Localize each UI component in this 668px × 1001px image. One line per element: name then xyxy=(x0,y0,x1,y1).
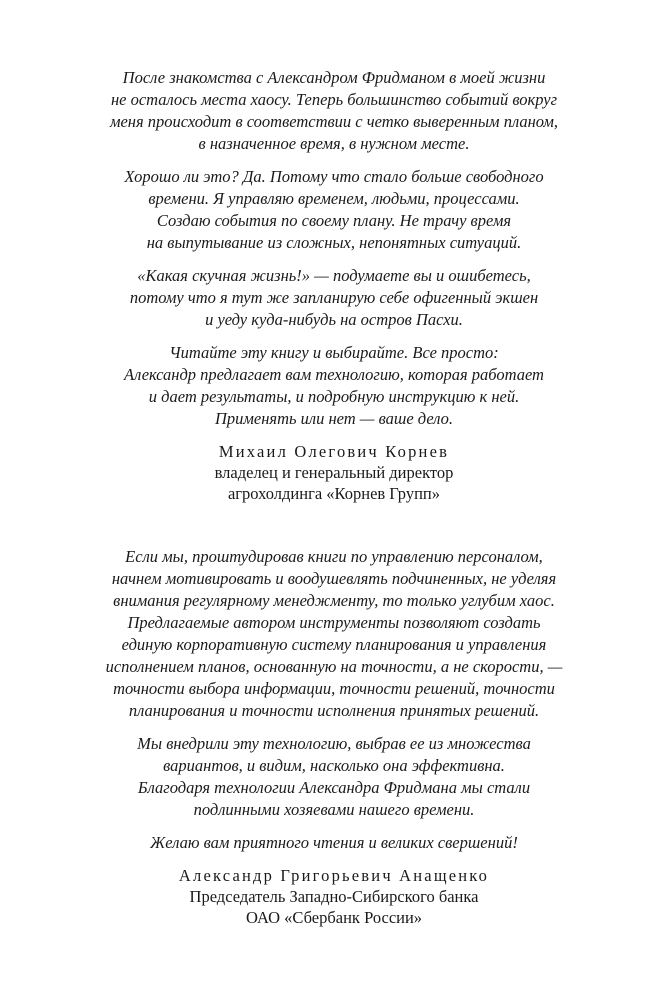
quote-paragraph xyxy=(0,546,668,722)
author-title: владелец и генеральный директор xyxy=(214,463,454,482)
text-line: вариантов, и видим, насколько она эффективна. xyxy=(163,756,505,775)
text-line: Мы внедрили эту технологию, выбрав ее из множества xyxy=(137,734,531,753)
testimonial-anashchenko xyxy=(0,546,668,928)
text-line: и дает результаты, и подробную инструкцию к ней. xyxy=(148,387,520,406)
text-line: Благодаря технологии Александра Фридмана мы стали xyxy=(137,778,531,797)
author-title: Председатель Западно-Сибирского банка xyxy=(189,887,479,906)
author-title: ОАО «Сбербанк России» xyxy=(245,908,423,927)
text-line: Желаю вам приятного чтения и великих свершений! xyxy=(150,833,518,852)
text-line: исполнением планов, основанную на точности, а не скорости, — xyxy=(105,657,563,676)
text-line: на выпутывание из сложных, непонятных ситуаций. xyxy=(146,233,522,252)
text-line: и уеду куда-нибудь на остров Пасхи. xyxy=(205,310,463,329)
signature xyxy=(0,865,668,928)
quote-paragraph xyxy=(0,166,668,254)
quote-paragraph xyxy=(0,832,668,854)
text-line: Применять или нет — ваше дело. xyxy=(214,409,454,428)
text-line: «Какая скучная жизнь!» — подумаете вы и ошибетесь, xyxy=(137,266,531,285)
text-line: единую корпоративную систему планирования и управления xyxy=(121,635,547,654)
text-line: Хорошо ли это? Да. Потому что стало больше свободного xyxy=(124,167,544,186)
text-line: потому что я тут же запланирую себе офигенный экшен xyxy=(129,288,539,307)
author-name: Михаил Олегович Корнев xyxy=(218,442,450,461)
text-line: времени. Я управляю временем, людьми, процессами. xyxy=(148,189,520,208)
text-line: Александр предлагает вам технологию, которая работает xyxy=(124,365,544,384)
quote-paragraph xyxy=(0,733,668,821)
text-line: в назначенное время, в нужном месте. xyxy=(198,134,470,153)
text-line: точности выбора информации, точности решений, точности xyxy=(113,679,555,698)
quote-paragraph xyxy=(0,342,668,430)
text-line: Если мы, проштудировав книги по управлению персоналом, xyxy=(125,547,543,566)
text-line: меня происходит в соответствии с четко выверенным планом, xyxy=(109,112,559,131)
quote-paragraph xyxy=(0,67,668,155)
testimonial-kornev xyxy=(0,67,668,504)
text-line: не осталось места хаосу. Теперь большинство событий вокруг xyxy=(110,90,558,109)
text-line: планирования и точности исполнения принятых решений. xyxy=(128,701,540,720)
signature xyxy=(0,441,668,504)
author-title: агрохолдинга «Корнев Групп» xyxy=(227,484,441,503)
text-line: внимания регулярному менеджменту, то только углубим хаос. xyxy=(113,591,555,610)
author-name: Александр Григорьевич Анащенко xyxy=(178,866,490,885)
quote-paragraph xyxy=(0,265,668,331)
text-line: Предлагаемые автором инструменты позволяют создать xyxy=(127,613,541,632)
text-line: Создаю события по своему плану. Не трачу время xyxy=(156,211,512,230)
text-line: начнем мотивировать и воодушевлять подчиненных, не уделяя xyxy=(111,569,557,588)
text-line: подлинными хозяевами нашего времени. xyxy=(193,800,475,819)
text-line: Читайте эту книгу и выбирайте. Все просто: xyxy=(169,343,499,362)
text-line: После знакомства с Александром Фридманом в моей жизни xyxy=(122,68,546,87)
